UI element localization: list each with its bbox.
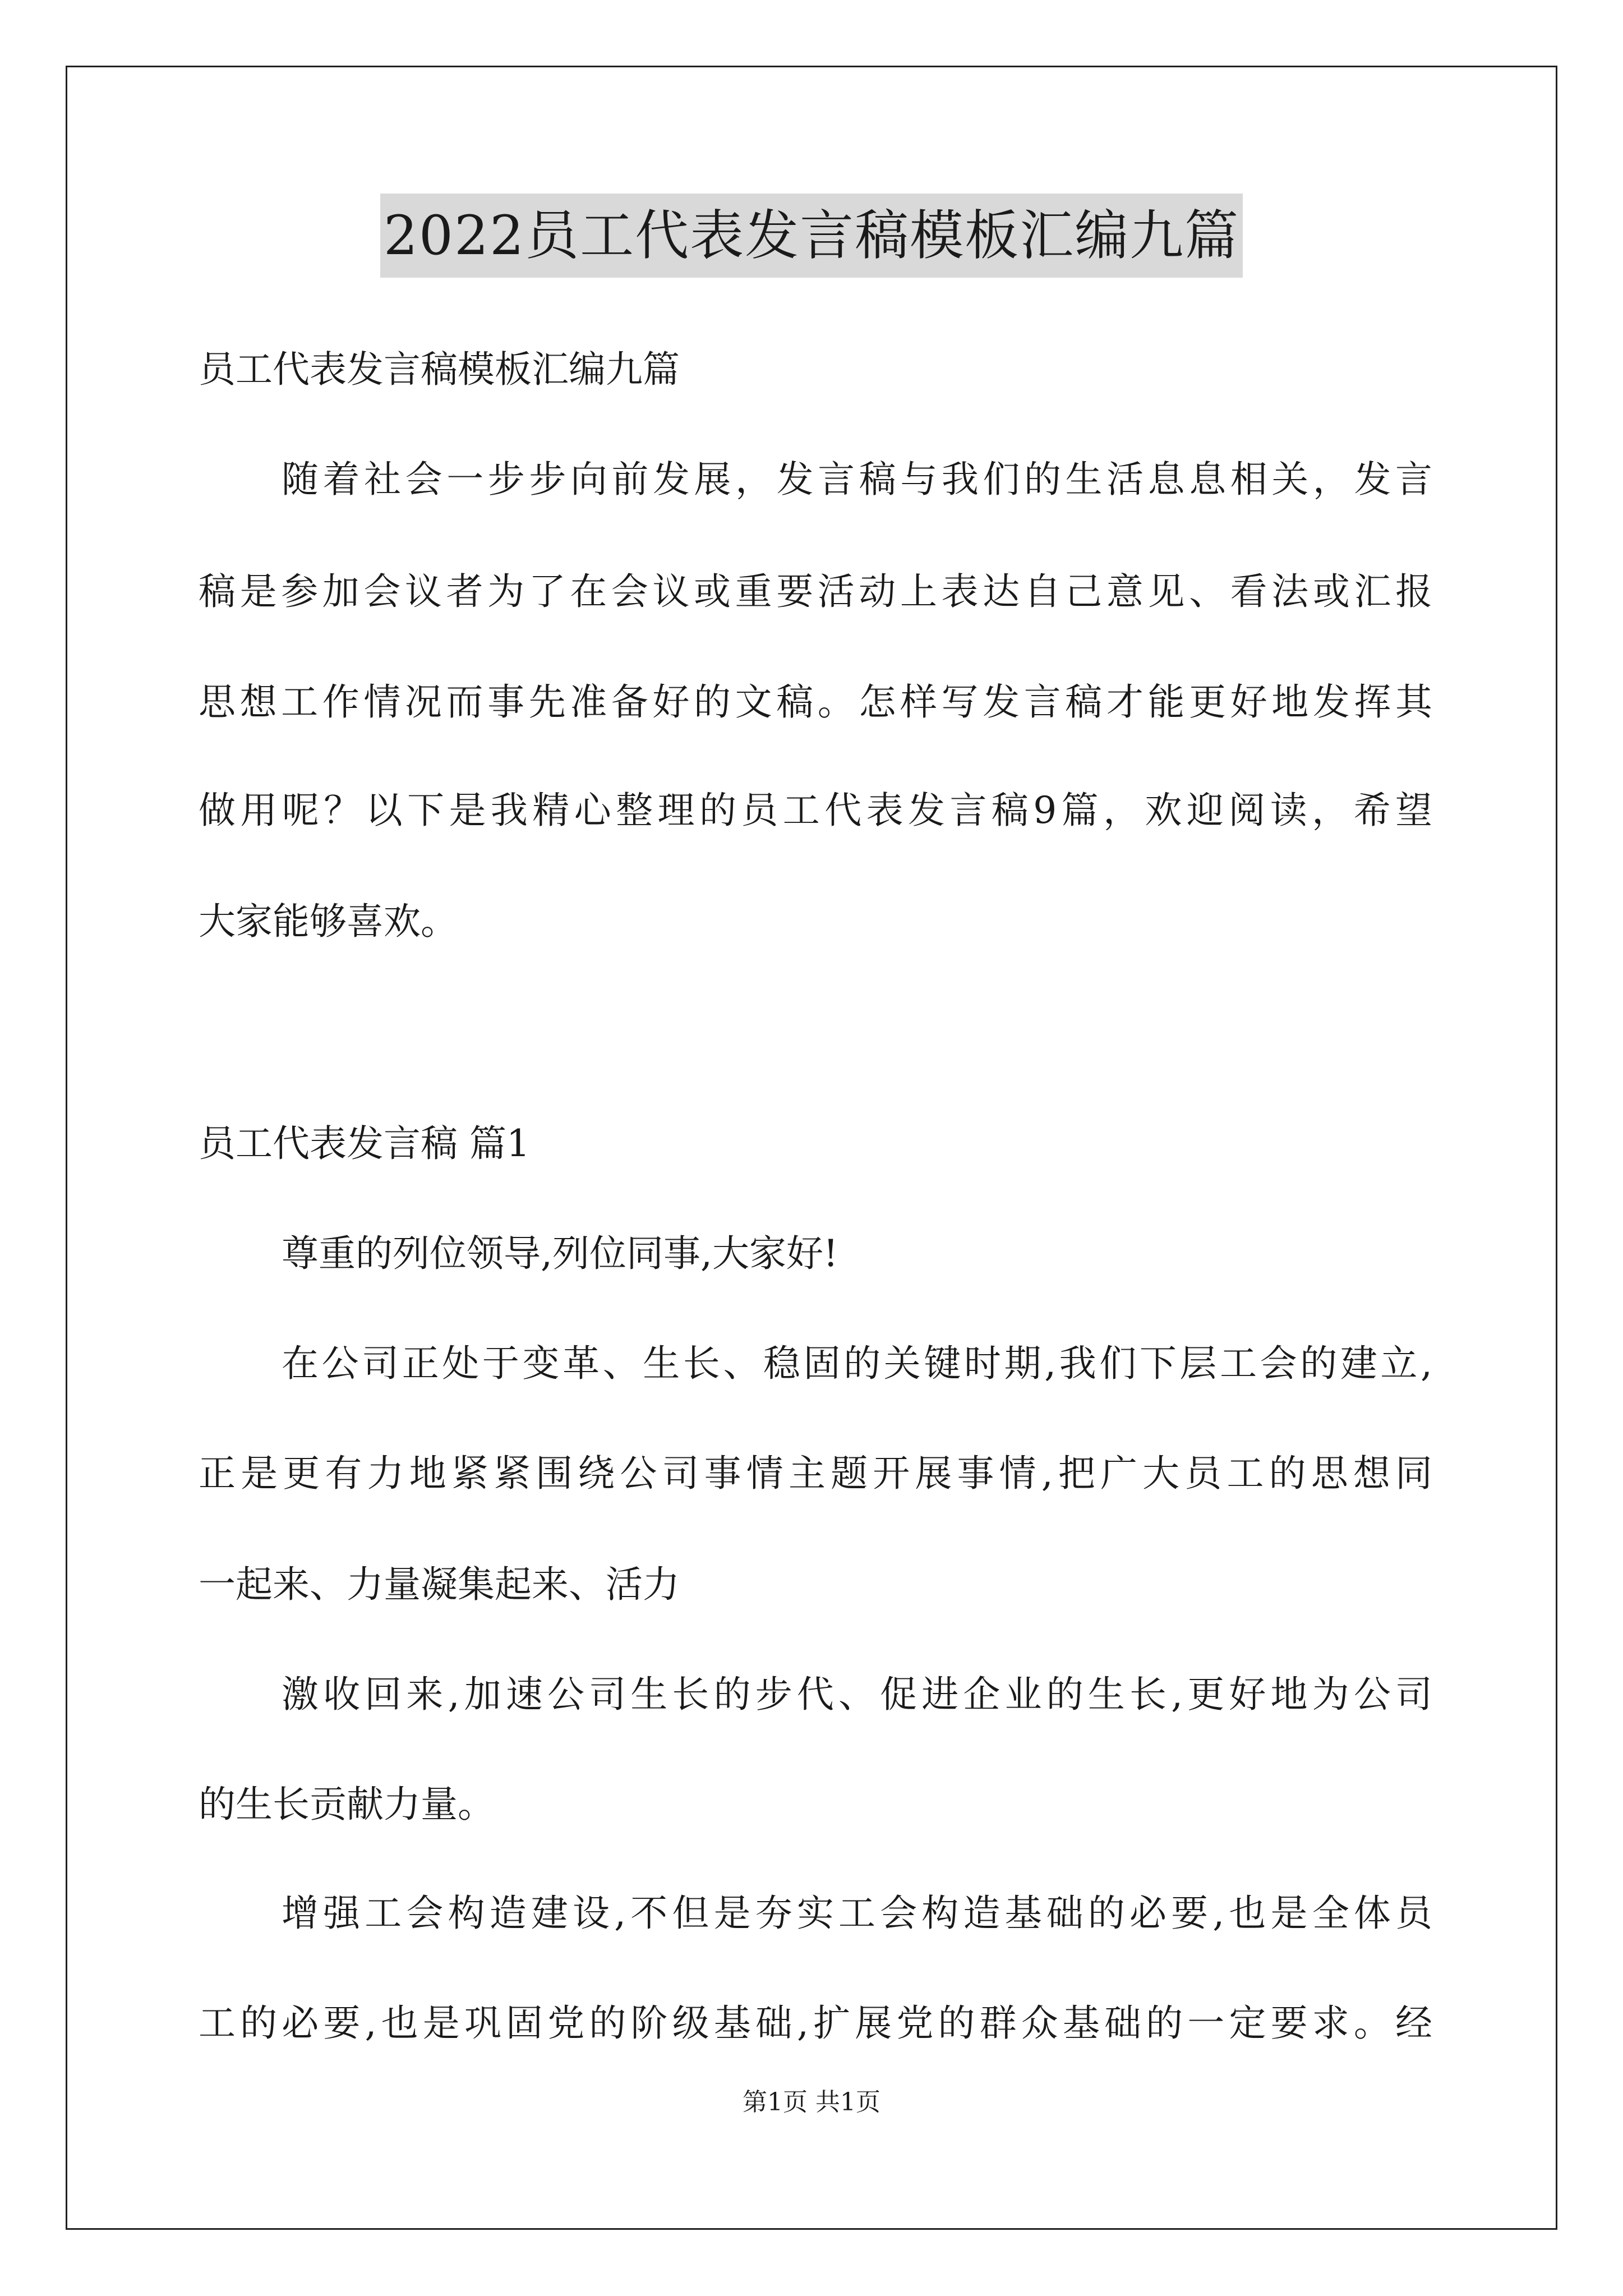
document-title: 2022员工代表发言稿模板汇编九篇: [380, 194, 1243, 278]
body-line: 的生长贡献力量。: [199, 1783, 495, 1826]
body-line: 在公司正处于变革、生长、稳固的关键时期,我们下层工会的建立,: [282, 1342, 1432, 1385]
body-line: 工的必要,也是巩固党的阶级基础,扩展党的群众基础的一定要求。经: [199, 2001, 1432, 2045]
body-line: 增强工会构造建设,不但是夯实工会构造基础的必要,也是全体员: [282, 1892, 1432, 1935]
intro-paragraph-line: 稿是参加会议者为了在会议或重要活动上表达自己意见、看法或汇报: [199, 570, 1432, 613]
body-line: 激收回来,加速公司生长的步代、促进企业的生长,更好地为公司: [282, 1673, 1432, 1716]
intro-paragraph-line: 随着社会一步步向前发展，发言稿与我们的生活息息相关，发言: [282, 458, 1432, 501]
intro-heading: 员工代表发言稿模板汇编九篇: [199, 348, 680, 391]
body-line: 尊重的列位领导,列位同事,大家好!: [282, 1232, 838, 1275]
intro-paragraph-line: 做用呢？以下是我精心整理的员工代表发言稿9篇，欢迎阅读，希望: [199, 789, 1432, 832]
section-heading: 员工代表发言稿 篇1: [199, 1122, 530, 1165]
page-footer: 第1页 共1页: [743, 2088, 880, 2116]
intro-paragraph-line: 大家能够喜欢。: [199, 900, 458, 943]
body-line: 一起来、力量凝集起来、活力: [199, 1563, 680, 1606]
intro-paragraph-line: 思想工作情况而事先准备好的文稿。怎样写发言稿才能更好地发挥其: [199, 680, 1432, 724]
body-line: 正是更有力地紧紧围绕公司事情主题开展事情,把广大员工的思想同: [199, 1452, 1432, 1495]
title-container: [0, 194, 1623, 278]
